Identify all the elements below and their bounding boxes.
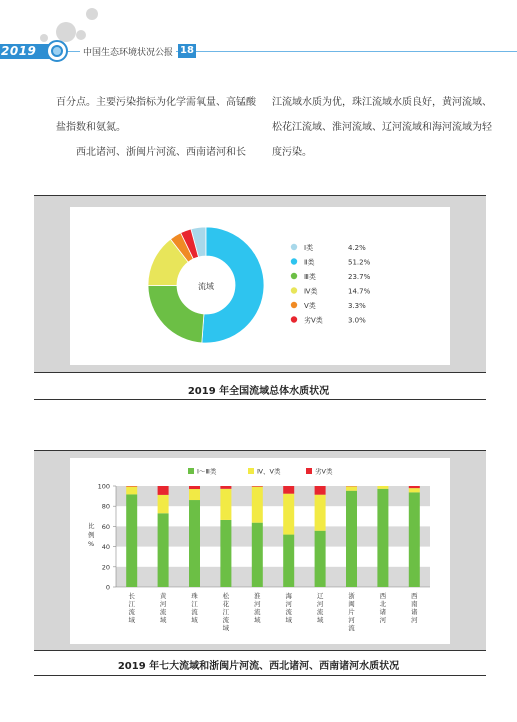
legend-swatch <box>291 316 297 322</box>
bar-segment <box>252 487 263 523</box>
bar-segment <box>315 531 326 587</box>
bar-segment <box>189 500 200 587</box>
bar-segment <box>220 520 231 587</box>
bar-segment <box>126 494 137 587</box>
bar-segment <box>283 494 294 535</box>
decor-circle <box>56 22 76 42</box>
legend-label: Ⅰ类 <box>304 244 314 252</box>
figure-bottom-rule <box>34 650 486 651</box>
legend-label: Ⅳ类 <box>304 287 318 296</box>
bar-segment <box>377 489 388 587</box>
pie-chart-panel <box>70 207 450 365</box>
legend-swatch <box>291 302 297 308</box>
legend-value: 3.3% <box>348 302 366 310</box>
report-title: 中国生态环境状况公报 <box>80 45 176 58</box>
decor-circle <box>40 34 48 42</box>
bar-chart <box>70 458 450 644</box>
bar-segment <box>220 486 231 489</box>
bar-segment <box>252 523 263 587</box>
legend-swatch <box>291 258 297 264</box>
figure-caption-bar: 2019 年七大流域和浙闽片河流、西北诸河、西南诸河水质状况 <box>117 661 400 672</box>
legend-label: Ⅱ类 <box>304 258 315 267</box>
bar-segment <box>315 495 326 531</box>
legend-swatch <box>248 468 254 474</box>
bar-segment <box>158 486 169 495</box>
paragraph: 西北诸河、浙闽片河流、西南诸河和长 <box>76 147 246 158</box>
header-year: 2019 <box>1 44 37 58</box>
legend-value: 51.2% <box>348 258 371 267</box>
legend-swatch <box>188 468 194 474</box>
text-column-right <box>272 90 492 165</box>
caption-underline <box>34 399 486 400</box>
legend-label: Ⅰ～Ⅲ类 <box>197 467 217 476</box>
x-tick-label: 浙闽片河流 <box>348 592 355 632</box>
figure-top-rule <box>34 450 486 451</box>
bar-segment <box>189 489 200 500</box>
y-axis-label: 比例% <box>88 522 95 548</box>
bar-segment <box>377 486 388 489</box>
x-tick-label: 长江流域 <box>128 592 135 624</box>
figure-top-rule <box>34 195 486 196</box>
bar-segment <box>126 487 137 495</box>
decor-circle <box>86 8 98 20</box>
legend-swatch <box>291 244 297 250</box>
bar-segment <box>126 486 137 487</box>
bar-segment <box>315 486 326 495</box>
legend-value: 4.2% <box>348 244 366 252</box>
bar-segment <box>346 491 357 587</box>
x-tick-label: 西南诸河 <box>411 592 418 624</box>
pie-chart <box>70 207 450 365</box>
legend-value: 23.7% <box>348 273 371 281</box>
pie-slice <box>148 285 204 343</box>
bar-segment <box>158 513 169 587</box>
y-tick-label: 40 <box>101 543 110 552</box>
x-tick-label: 松花江流域 <box>222 592 230 632</box>
bar-segment <box>346 486 357 490</box>
header-logo-dot <box>51 45 63 57</box>
x-tick-label: 海河流域 <box>285 592 292 624</box>
legend-label: Ⅲ类 <box>304 273 316 281</box>
bar-segment <box>283 486 294 494</box>
x-tick-label: 西北诸河 <box>379 592 387 624</box>
legend-label: Ⅴ类 <box>304 302 316 310</box>
legend-value: 14.7% <box>348 287 371 296</box>
bar-segment <box>409 488 420 492</box>
y-tick-label: 20 <box>101 563 110 572</box>
y-tick-label: 80 <box>101 502 110 511</box>
figure-bottom-rule <box>34 372 486 373</box>
bar-segment <box>220 489 231 520</box>
page-number: 18 <box>178 44 196 58</box>
bar-segment <box>252 486 263 487</box>
text-column-left <box>56 90 256 165</box>
bar-chart-panel <box>70 458 450 644</box>
bar-segment <box>409 486 420 488</box>
legend-swatch <box>291 273 297 279</box>
figure-caption-pie: 2019 年全国流域总体水质状况 <box>187 386 330 397</box>
x-tick-label: 淮河流域 <box>254 592 261 624</box>
legend-value: 3.0% <box>348 316 366 325</box>
x-tick-label: 黄河流域 <box>159 592 167 624</box>
x-tick-label: 珠江流域 <box>191 592 198 624</box>
bar-segment <box>409 492 420 587</box>
legend-swatch <box>306 468 312 474</box>
y-tick-label: 60 <box>101 522 110 531</box>
paragraph: 江流域水质为优，珠江流域水质良好，黄河流域、松花江流域、淮河流域、辽河流域和海河流域为轻度污染。 <box>272 97 492 158</box>
x-tick-label: 辽河流域 <box>316 592 324 624</box>
caption-underline <box>34 675 486 676</box>
legend-label: 劣Ⅴ类 <box>315 467 333 476</box>
y-tick-label: 0 <box>105 583 110 592</box>
y-tick-label: 100 <box>97 482 110 491</box>
paragraph: 百分点。主要污染指标为化学需氧量、高锰酸盐指数和氨氮。 <box>56 97 256 133</box>
decor-circle <box>76 30 86 40</box>
bar-segment <box>189 486 200 489</box>
pie-center-label: 流域 <box>198 282 214 291</box>
legend-label: Ⅳ、Ⅴ类 <box>257 467 281 476</box>
legend-label: 劣Ⅴ类 <box>304 316 323 325</box>
bar-segment <box>283 535 294 587</box>
legend-swatch <box>291 287 297 293</box>
bar-segment <box>158 495 169 513</box>
